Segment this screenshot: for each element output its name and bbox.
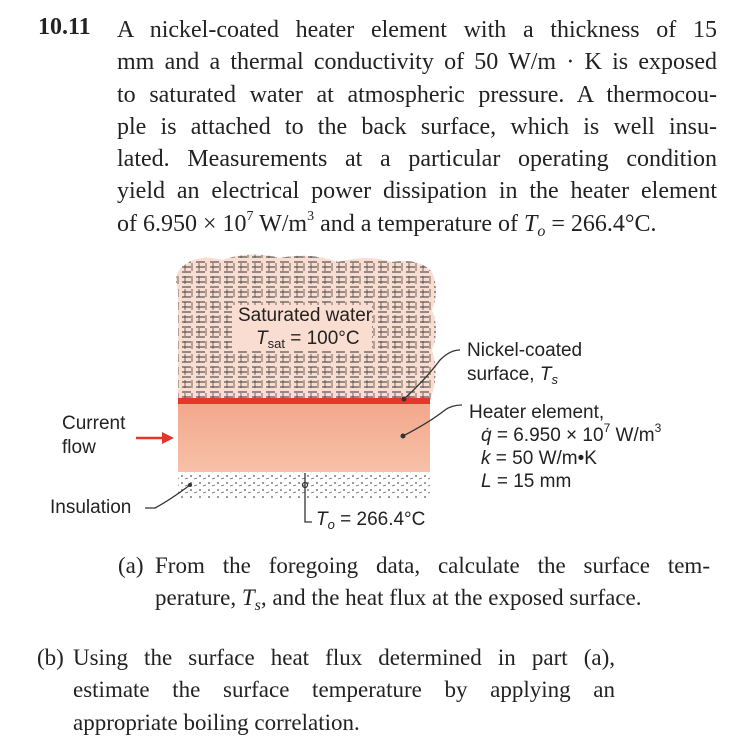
heater-figure [0,250,751,540]
text-run: W/m [610,425,655,446]
problem-line: lated. Measurements at a particular operating condition [117,146,717,173]
text-run: of 6.950 × 10 [117,210,247,237]
part-b-line: appropriate boiling correlation. [73,709,360,735]
part-b [37,642,615,739]
problem-line: yield an electrical power dissipation in the heater element [117,178,717,205]
subscript: sat [267,336,285,351]
symbol: L [481,471,492,492]
symbol: T [256,328,268,349]
subscript: o [537,222,546,240]
symbol: T [539,364,552,385]
problem-line: mm and a thermal conductivity of 50 W/m · K is exposed [117,49,717,76]
part-b-line: estimate the surface temperature by applying an [73,677,615,703]
part-a-line: From the foregoing data, calculate the surface tem- [155,553,710,578]
problem-text [117,14,717,240]
current-flow-label [62,412,125,460]
text-run: = 15 mm [491,471,572,492]
symbol: T [241,585,255,611]
qdot-line [469,421,662,447]
text-run: Nickel-coated [467,340,583,361]
heater-element [178,404,430,472]
superscript: 7 [603,421,611,435]
text-run: W/m [253,210,308,237]
k-line [469,447,661,470]
subscript: s [551,372,558,387]
part-b-line: Using the surface heat flux determined in part (a), [73,645,615,670]
subscript: o [327,517,335,532]
nickel-coating [178,398,430,404]
superscript: 7 [246,208,254,224]
text-run: and a temperature of [314,210,524,237]
text-run: = 266.4°C [334,509,426,530]
symbol: q̇ [481,425,492,446]
problem-line: ple is attached to the back surface, which is well insu- [117,113,717,140]
insulation-label: Insulation [50,497,132,518]
symbol: k [481,448,491,469]
text-run: = 266.4°C. [545,210,657,237]
nickel-label-line2 [467,363,582,387]
problem-number: 10.11 [38,14,91,40]
problem-line: to saturated water at atmospheric pressure. A thermocou- [117,81,717,108]
text-run: = 6.950 × 10 [491,425,604,446]
text-run: perature, [155,585,242,611]
symbol: T [316,509,328,530]
subscript: s [254,597,261,615]
text-run: = 100°C [284,328,360,349]
water-label: Saturated water [238,305,373,326]
part-a-line-last [155,582,710,614]
text-run: = 50 W/m•K [490,448,597,469]
text-run: flow [62,437,96,458]
text-run: Heater element, [469,402,605,423]
text-run: Current [62,413,126,434]
part-a-label: (a) [118,553,144,578]
L-line [469,470,661,493]
superscript: 3 [307,208,315,224]
part-a [118,550,710,615]
part-b-label: (b) [37,645,64,670]
to-label [316,509,425,531]
current-arrow-head [162,432,174,444]
text-run: , and the heat flux at the exposed surface. [260,585,642,611]
insulation-layer [178,472,430,498]
text-run: surface, [467,364,540,385]
symbol: T [524,210,538,237]
heater-label [469,401,661,493]
problem-line-last [117,208,717,240]
tsat-label [256,328,360,350]
nickel-label [467,339,582,387]
problem-line: A nickel-coated heater element with a thickness of 15 [117,17,717,43]
superscript: 3 [654,421,662,435]
